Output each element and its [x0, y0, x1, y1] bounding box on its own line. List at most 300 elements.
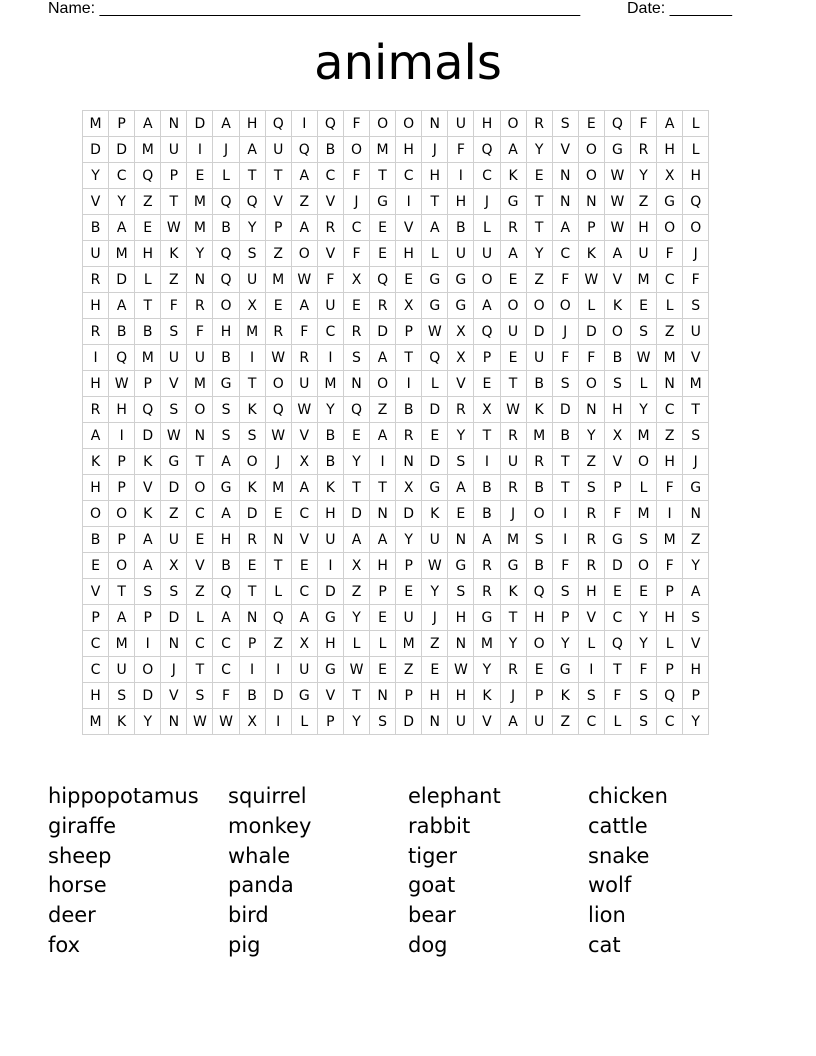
grid-cell: L	[422, 371, 448, 397]
grid-cell: Z	[343, 579, 369, 605]
grid-cell: Q	[239, 189, 265, 215]
grid-row	[83, 163, 709, 189]
grid-cell: T	[109, 579, 135, 605]
grid-cell: T	[552, 449, 578, 475]
grid-cell: S	[161, 579, 187, 605]
grid-cell: Z	[552, 709, 578, 735]
grid-cell: P	[683, 683, 709, 709]
grid-cell: E	[448, 501, 474, 527]
grid-cell: E	[526, 163, 552, 189]
grid-cell: T	[370, 163, 396, 189]
grid-cell: W	[604, 215, 630, 241]
grid-cell: Z	[422, 631, 448, 657]
grid-cell: J	[343, 189, 369, 215]
grid-cell: C	[578, 709, 604, 735]
grid-cell: U	[396, 605, 422, 631]
grid-cell: E	[630, 293, 656, 319]
grid-cell: T	[343, 475, 369, 501]
grid-cell: H	[83, 293, 109, 319]
grid-cell: E	[396, 579, 422, 605]
grid-cell: E	[239, 553, 265, 579]
grid-cell: G	[604, 137, 630, 163]
grid-row	[83, 449, 709, 475]
grid-cell: H	[422, 163, 448, 189]
grid-cell: E	[370, 241, 396, 267]
grid-cell: C	[343, 215, 369, 241]
grid-cell: T	[604, 657, 630, 683]
word-list-item: goat	[408, 873, 456, 898]
word-list-item: cattle	[588, 813, 648, 838]
grid-row	[83, 137, 709, 163]
grid-cell: J	[683, 241, 709, 267]
grid-cell: A	[135, 111, 161, 137]
grid-cell: A	[135, 527, 161, 553]
grid-cell: I	[448, 163, 474, 189]
grid-cell: Y	[578, 423, 604, 449]
grid-cell: U	[291, 371, 317, 397]
grid-cell: L	[683, 111, 709, 137]
grid-cell: U	[265, 137, 291, 163]
word-list-item: deer	[48, 903, 96, 928]
grid-cell: A	[552, 215, 578, 241]
grid-cell: E	[343, 293, 369, 319]
grid-cell: H	[422, 683, 448, 709]
grid-cell: T	[239, 163, 265, 189]
grid-cell: V	[604, 449, 630, 475]
grid-cell: O	[657, 215, 683, 241]
grid-cell: I	[265, 709, 291, 735]
grid-cell: Q	[213, 241, 239, 267]
grid-cell: W	[187, 709, 213, 735]
grid-cell: D	[109, 267, 135, 293]
grid-cell: H	[83, 683, 109, 709]
grid-cell: K	[135, 449, 161, 475]
grid-cell: N	[396, 449, 422, 475]
grid-cell: D	[83, 137, 109, 163]
grid-cell: O	[578, 163, 604, 189]
grid-cell: O	[370, 111, 396, 137]
grid-cell: I	[317, 345, 343, 371]
grid-cell: Y	[239, 215, 265, 241]
grid-cell: C	[317, 319, 343, 345]
grid-cell: M	[370, 137, 396, 163]
grid-cell: M	[657, 345, 683, 371]
grid-cell: G	[317, 605, 343, 631]
grid-cell: A	[291, 163, 317, 189]
grid-cell: S	[683, 423, 709, 449]
grid-cell: C	[213, 631, 239, 657]
grid-cell: X	[396, 475, 422, 501]
grid-cell: N	[161, 709, 187, 735]
grid-cell: H	[474, 111, 500, 137]
grid-cell: F	[343, 241, 369, 267]
grid-cell: I	[552, 527, 578, 553]
grid-cell: E	[83, 553, 109, 579]
grid-cell: V	[317, 241, 343, 267]
grid-cell: T	[500, 371, 526, 397]
grid-cell: U	[161, 527, 187, 553]
word-list-item: panda	[228, 873, 294, 898]
grid-cell: H	[630, 215, 656, 241]
grid-row	[83, 319, 709, 345]
grid-cell: D	[135, 683, 161, 709]
grid-cell: C	[657, 397, 683, 423]
grid-cell: Y	[396, 527, 422, 553]
grid-cell: P	[239, 631, 265, 657]
grid-cell: H	[317, 501, 343, 527]
grid-cell: A	[370, 423, 396, 449]
grid-cell: S	[630, 527, 656, 553]
grid-cell: G	[500, 553, 526, 579]
grid-cell: B	[317, 449, 343, 475]
word-list-item: dog	[408, 932, 448, 957]
grid-cell: J	[422, 605, 448, 631]
grid-cell: U	[422, 527, 448, 553]
grid-cell: B	[317, 137, 343, 163]
grid-cell: D	[161, 475, 187, 501]
grid-cell: D	[317, 579, 343, 605]
grid-cell: R	[265, 319, 291, 345]
grid-cell: F	[317, 267, 343, 293]
grid-cell: O	[83, 501, 109, 527]
grid-cell: H	[83, 371, 109, 397]
grid-cell: N	[422, 709, 448, 735]
grid-cell: U	[448, 709, 474, 735]
grid-cell: R	[578, 527, 604, 553]
grid-cell: Z	[657, 423, 683, 449]
word-list-item: wolf	[588, 873, 632, 898]
grid-cell: O	[396, 111, 422, 137]
grid-cell: S	[161, 397, 187, 423]
grid-cell: W	[265, 423, 291, 449]
grid-cell: D	[161, 605, 187, 631]
grid-cell: G	[317, 657, 343, 683]
grid-cell: O	[683, 215, 709, 241]
word-list-item: fox	[48, 932, 81, 957]
word-column	[228, 782, 408, 961]
grid-cell: Z	[683, 527, 709, 553]
grid-row	[83, 527, 709, 553]
grid-cell: V	[578, 605, 604, 631]
grid-cell: R	[500, 215, 526, 241]
grid-cell: B	[552, 423, 578, 449]
grid-cell: T	[187, 449, 213, 475]
grid-cell: W	[265, 345, 291, 371]
grid-cell: L	[657, 293, 683, 319]
grid-cell: J	[213, 137, 239, 163]
grid-cell: C	[187, 501, 213, 527]
word-list-item: monkey	[228, 813, 312, 838]
grid-cell: A	[291, 215, 317, 241]
grid-cell: F	[552, 345, 578, 371]
grid-cell: F	[604, 683, 630, 709]
grid-cell: A	[500, 241, 526, 267]
grid-cell: R	[474, 553, 500, 579]
grid-cell: J	[500, 683, 526, 709]
grid-cell: O	[526, 501, 552, 527]
grid-cell: A	[135, 553, 161, 579]
word-list-item: lion	[588, 903, 626, 928]
grid-cell: Y	[526, 137, 552, 163]
grid-cell: F	[604, 501, 630, 527]
grid-cell: H	[239, 111, 265, 137]
grid-cell: W	[213, 709, 239, 735]
grid-cell: P	[657, 657, 683, 683]
grid-cell: T	[265, 163, 291, 189]
grid-cell: W	[604, 163, 630, 189]
grid-cell: G	[161, 449, 187, 475]
grid-cell: S	[109, 683, 135, 709]
grid-cell: L	[422, 241, 448, 267]
grid-cell: V	[552, 137, 578, 163]
grid-cell: I	[370, 449, 396, 475]
grid-cell: N	[552, 189, 578, 215]
grid-cell: P	[135, 371, 161, 397]
grid-cell: M	[239, 319, 265, 345]
grid-cell: H	[657, 449, 683, 475]
grid-cell: H	[448, 189, 474, 215]
grid-cell: T	[526, 215, 552, 241]
grid-cell: O	[187, 397, 213, 423]
grid-cell: H	[213, 527, 239, 553]
grid-cell: Y	[630, 397, 656, 423]
grid-cell: P	[604, 475, 630, 501]
grid-cell: A	[213, 605, 239, 631]
grid-cell: S	[578, 683, 604, 709]
grid-cell: X	[448, 345, 474, 371]
grid-cell: I	[291, 111, 317, 137]
grid-cell: A	[109, 605, 135, 631]
grid-cell: N	[161, 631, 187, 657]
grid-cell: A	[83, 423, 109, 449]
word-column	[588, 782, 768, 961]
grid-cell: W	[422, 319, 448, 345]
grid-cell: L	[630, 371, 656, 397]
grid-cell: P	[83, 605, 109, 631]
grid-cell: R	[474, 579, 500, 605]
grid-cell: S	[135, 579, 161, 605]
word-list-item: sheep	[48, 843, 112, 868]
grid-cell: S	[526, 527, 552, 553]
grid-cell: T	[239, 371, 265, 397]
grid-cell: X	[396, 293, 422, 319]
grid-cell: S	[161, 319, 187, 345]
grid-cell: W	[604, 189, 630, 215]
grid-cell: I	[552, 501, 578, 527]
grid-cell: K	[135, 501, 161, 527]
grid-cell: W	[291, 397, 317, 423]
grid-cell: M	[109, 241, 135, 267]
grid-cell: T	[396, 345, 422, 371]
grid-cell: E	[422, 657, 448, 683]
grid-cell: H	[683, 657, 709, 683]
grid-cell: V	[291, 527, 317, 553]
grid-row	[83, 631, 709, 657]
grid-cell: S	[552, 579, 578, 605]
grid-cell: B	[317, 423, 343, 449]
grid-cell: R	[83, 397, 109, 423]
grid-cell: C	[213, 657, 239, 683]
grid-cell: L	[683, 137, 709, 163]
grid-cell: U	[630, 241, 656, 267]
grid-cell: M	[396, 631, 422, 657]
grid-cell: Z	[161, 501, 187, 527]
grid-cell: Y	[630, 631, 656, 657]
grid-cell: R	[578, 501, 604, 527]
grid-cell: K	[239, 397, 265, 423]
grid-cell: D	[396, 709, 422, 735]
grid-cell: T	[343, 683, 369, 709]
grid-row	[83, 475, 709, 501]
grid-cell: R	[500, 475, 526, 501]
grid-cell: M	[265, 267, 291, 293]
grid-cell: A	[213, 111, 239, 137]
grid-cell: Y	[343, 605, 369, 631]
grid-cell: B	[83, 215, 109, 241]
grid-cell: E	[187, 163, 213, 189]
grid-cell: M	[265, 475, 291, 501]
grid-cell: X	[343, 553, 369, 579]
grid-cell: A	[683, 579, 709, 605]
grid-cell: T	[474, 423, 500, 449]
grid-cell: K	[422, 501, 448, 527]
grid-cell: H	[213, 319, 239, 345]
grid-cell: P	[657, 579, 683, 605]
grid-cell: U	[448, 241, 474, 267]
grid-cell: F	[657, 553, 683, 579]
grid-cell: F	[552, 553, 578, 579]
grid-cell: O	[630, 449, 656, 475]
grid-cell: M	[187, 215, 213, 241]
grid-row	[83, 267, 709, 293]
grid-cell: R	[317, 215, 343, 241]
word-column	[48, 782, 228, 961]
grid-cell: F	[343, 163, 369, 189]
grid-cell: Q	[213, 579, 239, 605]
grid-cell: L	[135, 267, 161, 293]
grid-cell: P	[109, 111, 135, 137]
grid-cell: F	[630, 657, 656, 683]
grid-cell: V	[474, 709, 500, 735]
grid-cell: D	[343, 501, 369, 527]
grid-cell: M	[187, 189, 213, 215]
grid-cell: X	[291, 449, 317, 475]
grid-cell: F	[552, 267, 578, 293]
grid-cell: J	[500, 501, 526, 527]
grid-cell: E	[187, 527, 213, 553]
grid-cell: J	[265, 449, 291, 475]
grid-cell: Q	[422, 345, 448, 371]
grid-cell: B	[526, 475, 552, 501]
grid-cell: M	[317, 371, 343, 397]
grid-cell: E	[578, 111, 604, 137]
word-list-item: snake	[588, 843, 650, 868]
grid-cell: R	[370, 293, 396, 319]
grid-cell: Z	[370, 397, 396, 423]
grid-cell: T	[239, 579, 265, 605]
grid-row	[83, 709, 709, 735]
grid-row	[83, 501, 709, 527]
grid-cell: G	[370, 189, 396, 215]
grid-cell: S	[239, 423, 265, 449]
grid-cell: J	[161, 657, 187, 683]
grid-cell: M	[83, 111, 109, 137]
grid-cell: N	[422, 111, 448, 137]
grid-cell: E	[422, 423, 448, 449]
grid-cell: V	[291, 423, 317, 449]
grid-row	[83, 241, 709, 267]
grid-cell: B	[396, 397, 422, 423]
word-list-item: cat	[588, 932, 621, 957]
grid-cell: P	[109, 475, 135, 501]
grid-row	[83, 345, 709, 371]
grid-cell: V	[265, 189, 291, 215]
grid-cell: U	[526, 345, 552, 371]
grid-cell: L	[291, 709, 317, 735]
grid-cell: Q	[291, 137, 317, 163]
grid-cell: M	[526, 423, 552, 449]
grid-cell: N	[578, 397, 604, 423]
grid-cell: E	[396, 267, 422, 293]
grid-cell: S	[187, 683, 213, 709]
name-field-label: Name: ______________________________________________________	[48, 0, 581, 17]
grid-cell: Q	[474, 319, 500, 345]
grid-cell: O	[135, 657, 161, 683]
grid-cell: W	[422, 553, 448, 579]
grid-cell: D	[187, 111, 213, 137]
grid-cell: Y	[135, 709, 161, 735]
grid-cell: T	[265, 553, 291, 579]
grid-cell: C	[291, 501, 317, 527]
grid-cell: D	[239, 501, 265, 527]
grid-cell: S	[630, 319, 656, 345]
grid-cell: G	[448, 553, 474, 579]
grid-cell: Q	[343, 397, 369, 423]
grid-cell: V	[604, 267, 630, 293]
grid-cell: A	[343, 527, 369, 553]
grid-cell: U	[448, 111, 474, 137]
grid-cell: A	[422, 215, 448, 241]
grid-cell: S	[213, 397, 239, 423]
grid-cell: W	[343, 657, 369, 683]
grid-cell: O	[239, 449, 265, 475]
grid-cell: D	[370, 319, 396, 345]
grid-cell: Z	[396, 657, 422, 683]
grid-cell: P	[526, 683, 552, 709]
grid-cell: Y	[683, 553, 709, 579]
grid-cell: I	[239, 657, 265, 683]
grid-cell: I	[187, 137, 213, 163]
grid-cell: N	[448, 527, 474, 553]
grid-cell: O	[370, 371, 396, 397]
grid-cell: L	[370, 631, 396, 657]
grid-cell: W	[161, 215, 187, 241]
grid-cell: F	[187, 319, 213, 345]
grid-cell: H	[135, 241, 161, 267]
grid-cell: A	[291, 605, 317, 631]
grid-cell: N	[239, 605, 265, 631]
grid-cell: Y	[552, 631, 578, 657]
grid-cell: V	[161, 683, 187, 709]
grid-cell: K	[526, 397, 552, 423]
grid-cell: N	[578, 189, 604, 215]
grid-cell: J	[422, 137, 448, 163]
grid-cell: R	[526, 449, 552, 475]
grid-cell: B	[83, 527, 109, 553]
grid-cell: C	[291, 579, 317, 605]
grid-cell: Y	[526, 241, 552, 267]
grid-cell: L	[578, 631, 604, 657]
